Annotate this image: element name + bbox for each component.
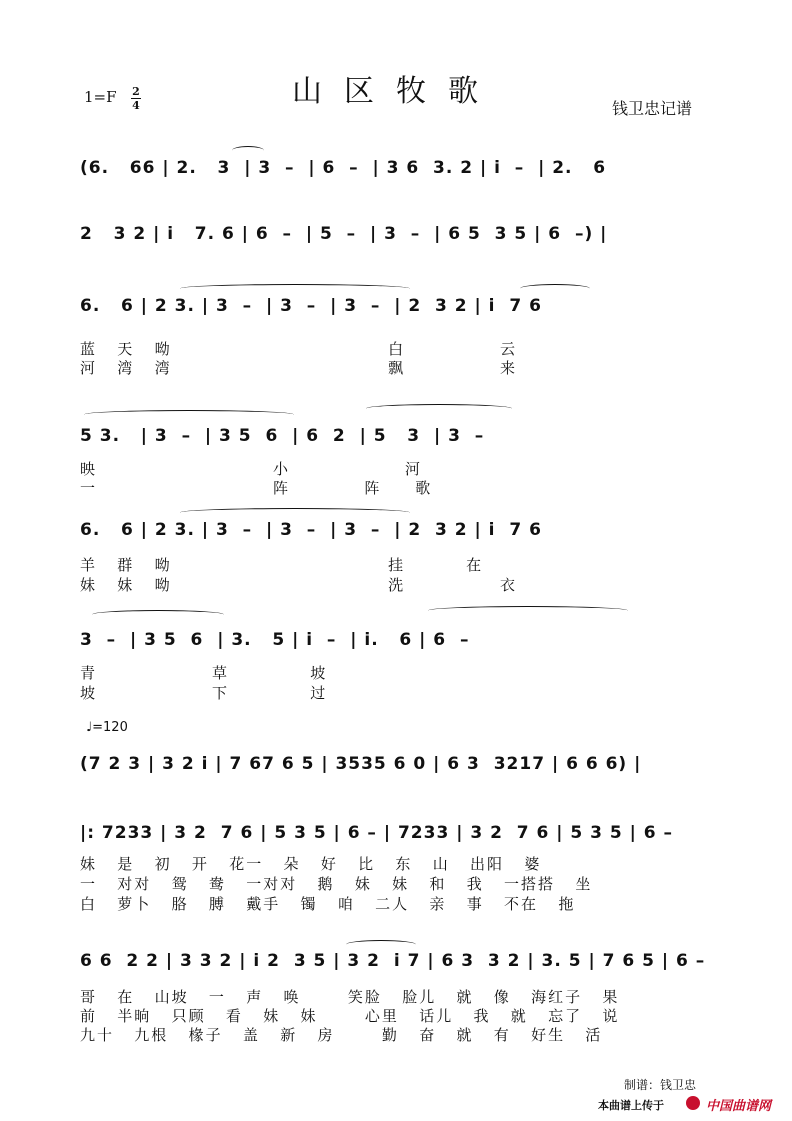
notation-line-8: |: 7233 | 3 2 7 6 | 5 3 5 | 6 – | 7233 | 3 2 7 6 | 5 3 5 | 6 – <box>80 823 673 843</box>
time-signature <box>131 86 141 112</box>
tempo-marking: ♩=120 <box>86 720 128 735</box>
slur-mark <box>180 284 410 293</box>
lyric-line-9-2: 前 半晌 只顾 看 妹 妹 心里 话儿 我 就 忘了 说 <box>80 1007 620 1025</box>
lyric-line-4-1: 映 小 河 <box>80 460 423 478</box>
lyric-line-8-1: 妹 是 初 开 花一 朵 好 比 东 山 出阳 婆 <box>80 855 542 873</box>
slur-mark <box>346 940 416 949</box>
notation-line-2: 2 3 2 | i 7. 6 | 6 – | 5 – | 3 – | 6 5 3 5 | 6 –) | <box>80 224 608 244</box>
notation-line-4: 5 3. | 3 – | 3 5 6 | 6 2 | 5 3 | 3 – <box>80 426 485 446</box>
slur-mark <box>92 610 224 619</box>
notation-line-7: (7 2 3 | 3 2 i | 7 67 6 5 | 3535 6 0 | 6 3 3217 | 6 6 6) | <box>80 754 642 774</box>
slur-mark <box>366 404 512 413</box>
slur-mark <box>232 146 264 155</box>
slur-mark <box>84 410 294 419</box>
score-credit: 制谱：钱卫忠 <box>624 1078 697 1092</box>
lyric-line-5-2: 妹 妹 呦 洗 衣 <box>80 576 517 594</box>
lyric-line-8-3: 白 萝卜 胳 膊 戴手 镯 咱 二人 亲 事 不在 拖 <box>80 895 576 913</box>
lyric-line-4-2: 一 阵 阵 歌 <box>80 479 433 497</box>
lyric-line-5-1: 羊 群 呦 挂 在 <box>80 556 484 574</box>
lyric-line-3-1: 蓝 天 呦 白 云 <box>80 340 517 358</box>
arranger-credit: 钱卫忠记谱 <box>612 99 693 118</box>
slur-mark <box>180 508 410 517</box>
site-logo-icon <box>686 1096 700 1110</box>
page-title: 山区牧歌 <box>292 74 500 109</box>
time-signature-bottom: 4 <box>132 99 140 112</box>
time-signature-top: 2 <box>132 85 140 98</box>
notation-line-1: (6. 66 | 2. 3 | 3 – | 6 – | 3 6 3. 2 | i – | 2. 6 <box>80 158 607 178</box>
lyric-line-9-1: 哥 在 山坡 一 声 唤 笑脸 脸儿 就 像 海红子 果 <box>80 988 620 1006</box>
key-signature: 1=F <box>84 88 117 106</box>
lyric-line-8-2: 一 对对 鸳 鸯 一对对 鹅 妹 妹 和 我 一搭搭 坐 <box>80 875 593 893</box>
lyric-line-9-3: 九十 九根 椽子 盖 新 房 勤 奋 就 有 好生 活 <box>80 1026 603 1044</box>
notation-line-3: 6. 6 | 2 3. | 3 – | 3 – | 3 – | 2 3 2 | i 7 6 <box>80 296 542 316</box>
notation-line-6: 3 – | 3 5 6 | 3. 5 | i – | i. 6 | 6 – <box>80 630 470 650</box>
lyric-line-3-2: 河 湾 湾 飘 来 <box>80 359 517 377</box>
notation-line-5: 6. 6 | 2 3. | 3 – | 3 – | 3 – | 2 3 2 | i 7 6 <box>80 520 542 540</box>
notation-line-9: 6 6 2 2 | 3 3 2 | i 2 3 5 | 3 2 i 7 | 6 3 3 2 | 3. 5 | 7 6 5 | 6 – <box>80 951 706 971</box>
slur-mark <box>520 284 590 293</box>
slur-mark <box>428 606 628 615</box>
upload-note: 本曲谱上传于 <box>598 1099 664 1112</box>
lyric-line-6-2: 坡 下 过 <box>80 684 328 702</box>
site-brand: 中国曲谱网 <box>706 1099 772 1114</box>
lyric-line-6-1: 青 草 坡 <box>80 664 328 682</box>
